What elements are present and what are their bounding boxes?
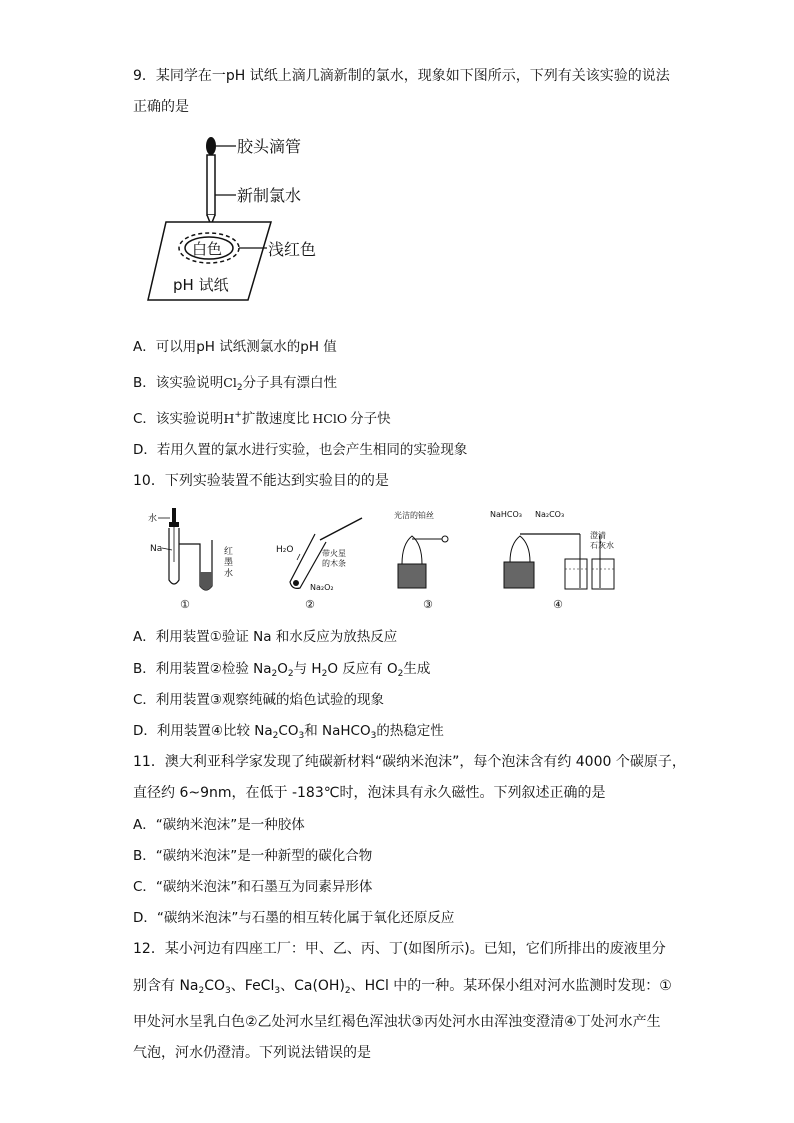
q10-option-b: B．利用装置②检验 $Na_2O_2$与 $H_2O$ 反应有 $O_2$生成	[133, 661, 431, 679]
label-light-red: 浅红色	[268, 240, 317, 259]
q12-stem-line1: 12．某小河边有四座工厂：甲、乙、丙、丁(如图所示)。已知，它们所排出的废液里分	[133, 941, 666, 957]
q11-option-b: B．“碳纳米泡沫”是一种新型的碳化合物	[133, 848, 373, 864]
label-h2o: H₂O	[276, 545, 294, 555]
q9-option-c: C．该实验说明H+扩散速度比 HClO 分子快	[133, 410, 391, 427]
svg-text:石灰水: 石灰水	[590, 541, 614, 550]
q9-option-d: D．若用久置的氯水进行实验，也会产生相同的实验现象	[133, 442, 468, 458]
label-ph-paper: pH 试纸	[173, 276, 229, 294]
svg-text:带火星: 带火星	[322, 549, 346, 558]
label-water: 水	[148, 514, 158, 524]
dropper-bulb	[206, 137, 216, 155]
q11-option-a: A．“碳纳米泡沫”是一种胶体	[133, 817, 305, 833]
label-pt-wire: 光洁的铂丝	[394, 511, 434, 520]
dropper-tube	[207, 155, 215, 215]
q12-stem-line3: 甲处河水呈乳白色②乙处河水呈红褐色浑浊状③丙处河水由浑浊变澄清④丁处河水产生	[133, 1014, 661, 1030]
q9-stem-line2: 正确的是	[133, 99, 189, 115]
apparatus-3	[394, 510, 448, 611]
apparatus-1	[148, 508, 233, 611]
q11-stem-line2: 直径约 6~9nm，在低于 -183℃时，泡沫具有永久磁性。下列叙述正确的是	[133, 785, 606, 801]
svg-text:墨: 墨	[224, 558, 234, 568]
q10-option-c: C．利用装置③观察纯碱的焰色试验的现象	[133, 692, 385, 708]
q10-figure	[140, 504, 620, 616]
svg-text:澄清: 澄清	[590, 531, 606, 540]
q9-stem-line1: 9．某同学在一pH 试纸上滴几滴新制的氯水，现象如下图所示，下列有关该实验的说法	[133, 68, 670, 84]
q11-option-c: C．“碳纳米泡沫”和石墨互为同素异形体	[133, 879, 373, 895]
q11-stem-line1: 11．澳大利亚科学家发现了纯碳新材料“碳纳米泡沫”，每个泡沫含有约 4000 个碳原子，	[133, 754, 686, 770]
svg-text:的木条: 的木条	[322, 559, 346, 568]
q10-stem: 10．下列实验装置不能达到实验目的的是	[133, 473, 389, 489]
label-nahco3: NaHCO₃	[490, 510, 522, 519]
apparatus-2	[276, 518, 362, 611]
label-apparatus-1: ①	[180, 598, 190, 611]
label-na2o2: Na₂O₂	[310, 583, 334, 592]
q10-option-d: D．利用装置④比较 $Na_2CO_3$和 NaHCO$_3$的热稳定性	[133, 723, 444, 741]
q10-option-a: A．利用装置①验证 Na 和水反应为放热反应	[133, 629, 398, 645]
q11-option-d: D．“碳纳米泡沫”与石墨的相互转化属于氧化还原反应	[133, 910, 455, 926]
label-dropper: 胶头滴管	[237, 137, 302, 156]
svg-text:水: 水	[224, 569, 234, 579]
label-apparatus-2: ②	[305, 598, 315, 611]
label-apparatus-4: ④	[553, 598, 563, 611]
label-chlorine-water: 新制氯水	[237, 186, 302, 205]
label-apparatus-3: ③	[423, 598, 433, 611]
q9-option-b: B．该实验说明$Cl_2$分子具有漂白性	[133, 375, 338, 393]
apparatus-4	[490, 510, 614, 611]
q9-option-a: A．可以用pH 试纸测氯水的pH 值	[133, 339, 337, 355]
label-na2co3: Na₂CO₃	[535, 510, 565, 519]
q12-stem-line4: 气泡，河水仍澄清。下列说法错误的是	[133, 1045, 371, 1061]
svg-text:红: 红	[224, 547, 234, 557]
label-white: 白色	[192, 240, 223, 258]
q9-figure	[140, 128, 360, 308]
q12-stem-line2: 别含有 $Na_2CO_3$、FeCl$_3$、$Ca(OH)_2$、HCl 中的一种。某环保小组对河水监测时发现：①	[133, 978, 672, 996]
label-na: Na	[150, 544, 163, 554]
